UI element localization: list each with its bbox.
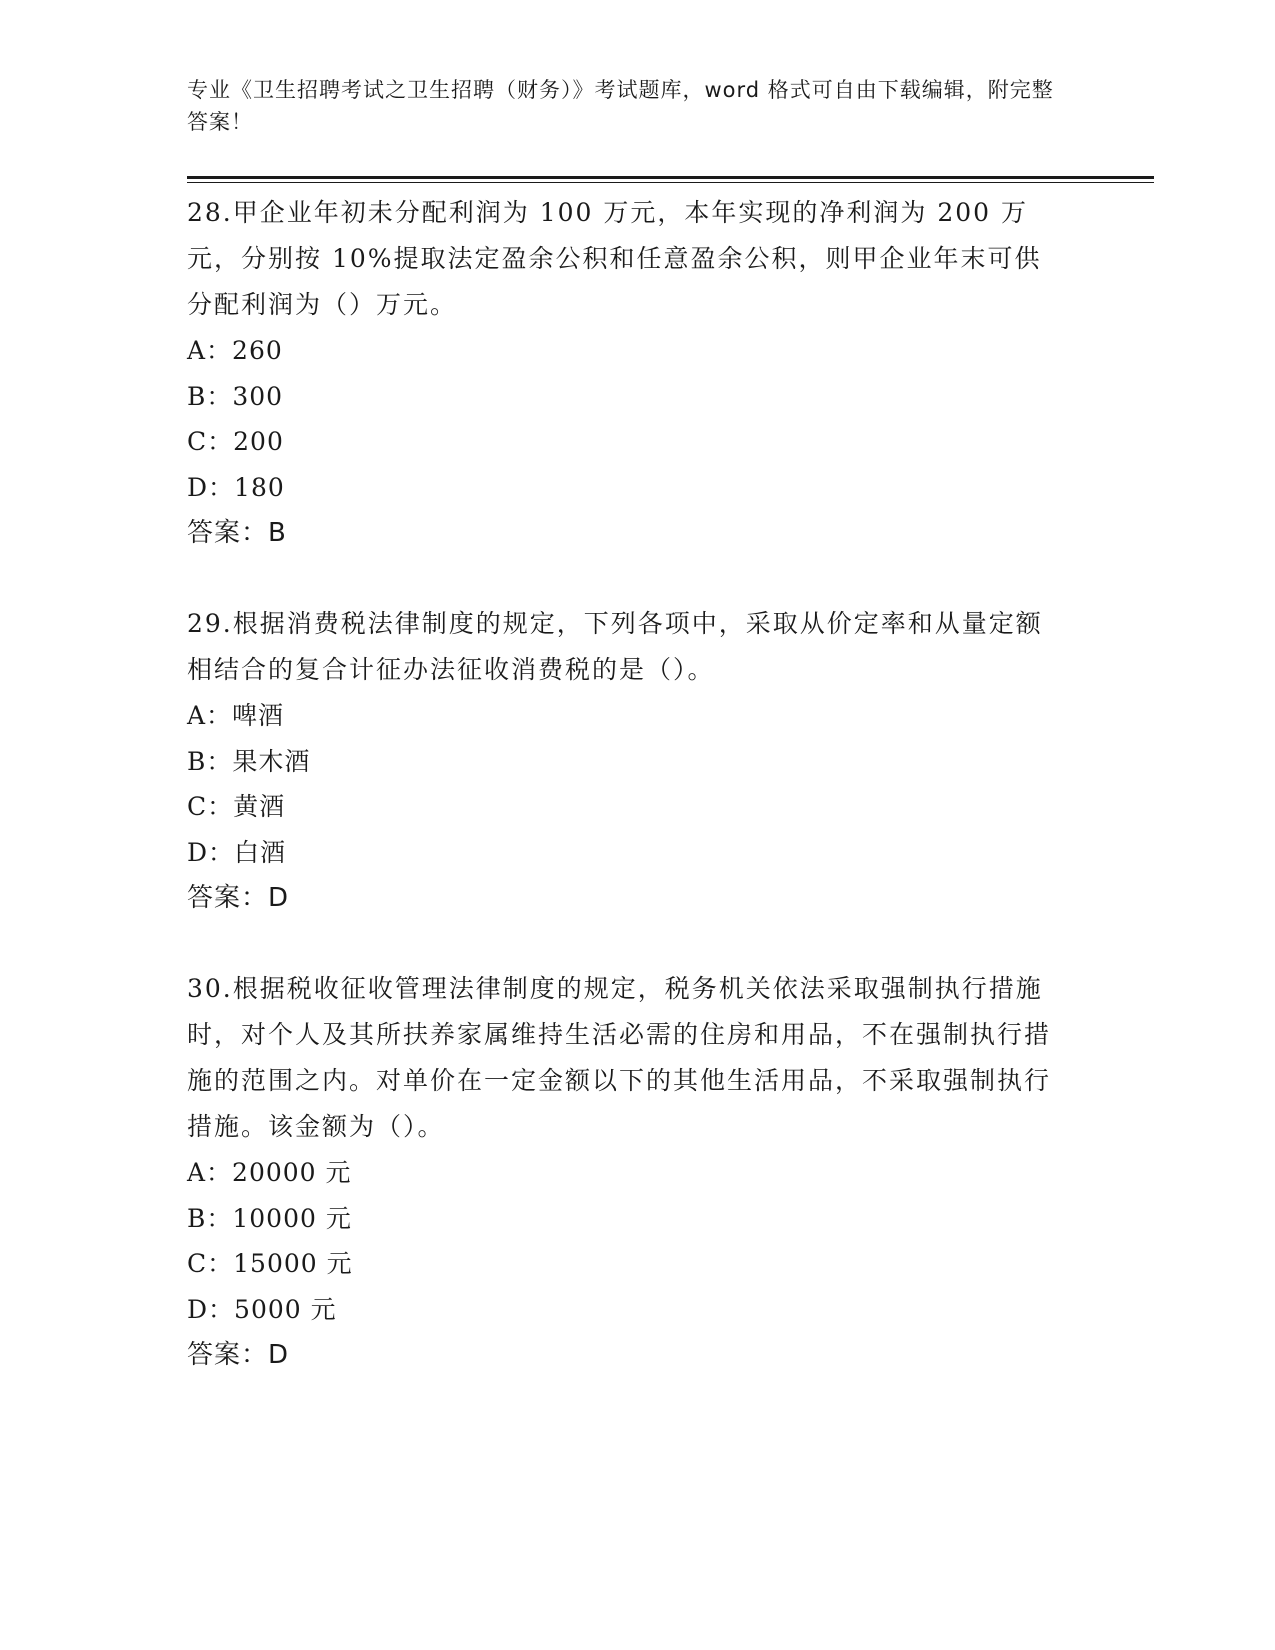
question-28	[187, 190, 1067, 556]
answer-line: 答案：D	[187, 883, 290, 913]
option-d: D：180	[187, 472, 285, 502]
option-b: B：果木酒	[187, 746, 311, 776]
option-a: A：20000 元	[187, 1158, 352, 1187]
document-header: 专业《卫生招聘考试之卫生招聘（财务）》考试题库，word 格式可自由下载编辑，附完整答案！	[187, 78, 1054, 134]
question-29	[187, 601, 1067, 921]
option-d: D：白酒	[187, 837, 287, 867]
question-30	[187, 966, 1067, 1378]
option-c: C：15000 元	[187, 1249, 353, 1278]
option-d: D：5000 元	[187, 1294, 337, 1324]
header-divider-thin	[187, 182, 1154, 183]
option-c: C：黄酒	[187, 792, 286, 821]
option-c: C：200	[187, 427, 284, 456]
option-b: B：300	[187, 381, 284, 411]
question-text: 28.甲企业年初未分配利润为 100 万元，本年实现的净利润为 200 万元，分别按 10%提取法定盈余公积和任意盈余公积，则甲企业年末可供分配利润为（）万元。	[187, 198, 1042, 319]
option-a: A：260	[187, 336, 283, 365]
answer-line: 答案：B	[187, 518, 287, 548]
option-a: A：啤酒	[187, 701, 285, 730]
option-b: B：10000 元	[187, 1203, 352, 1233]
question-list	[187, 190, 1067, 1423]
answer-line: 答案：D	[187, 1340, 290, 1370]
question-text: 30.根据税收征收管理法律制度的规定，税务机关依法采取强制执行措施时，对个人及其所扶养家属维持生活必需的住房和用品，不在强制执行措施的范围之内。对单价在一定金额以下的其他生活用品，不采取强制执行措施。该金额为（）。	[187, 974, 1052, 1141]
header-divider-thick	[187, 176, 1154, 179]
question-text: 29.根据消费税法律制度的规定，下列各项中，采取从价定率和从量定额相结合的复合计征办法征收消费税的是（）。	[187, 609, 1043, 684]
